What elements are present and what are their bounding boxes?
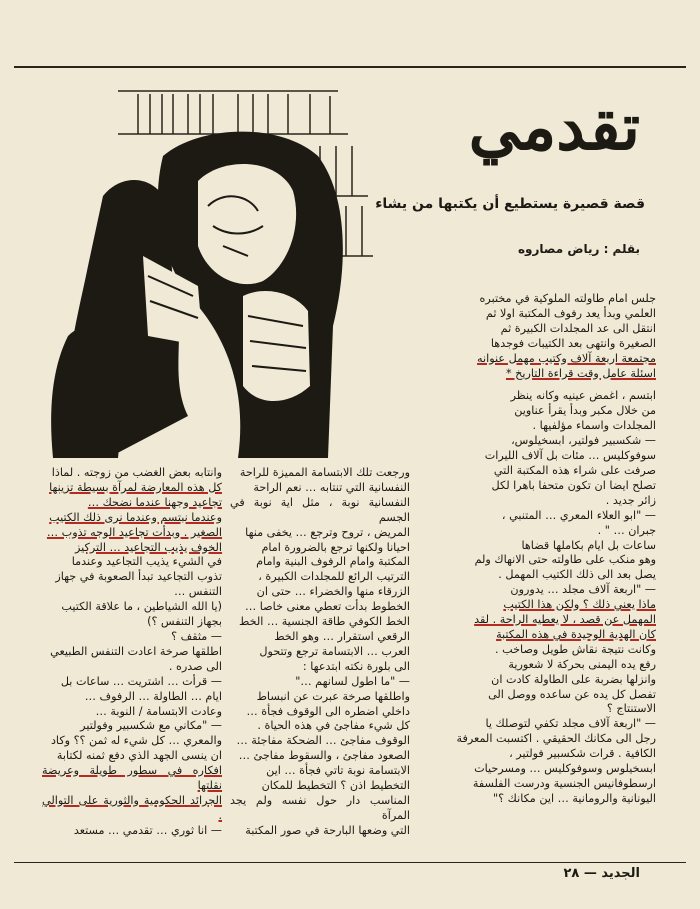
text-line: المريض ، تروح وترجع … يخفى منها [245,525,410,539]
text-line: — "ما اطول لسانهم …" [295,674,410,688]
text-line: رفع يده اليمنى بحركة لا شعورية [508,657,656,671]
text-line: المكتبة وامام الرفوف البنية وامام [256,555,410,569]
text-line: — قرأت … اشتريت … ساعات بل [60,674,222,688]
text-line: وهو منكب على طاولته حتى الانهاك ولم [474,553,656,567]
text-line: يصل بعد الى ذلك الكتيب المهمل . [498,568,656,582]
text-line: تصلح ايضا ان تكون متحفا باهرا لكل [491,478,656,492]
text-line: الصغيرة وانتهى بعد الكتيبات فوجدها [490,336,656,350]
story-title: تقدمي [468,90,640,165]
top-rule [14,66,686,68]
text-line: سوفوكليس … مئات بل آلاف الليرات [484,449,656,463]
text-line: اليونانية والرومانية … اين مكانك ؟" [493,791,656,805]
text-line: ابسخيلوس وسوفوكليس … ومسرحيات [474,762,656,776]
text-line: احيانا ولكنها ترجع بالضرورة امام [261,540,410,554]
page-number: ٢٨ [563,866,580,881]
text-line: الجرائد الحكومية والثورية على التوالي . [42,793,222,822]
text-line: ساعات بل ايام بكاملها قضاها [521,538,656,552]
text-line: الى بلورة نكته ابتدعها : [302,659,410,673]
text-line: الصغير . وبدأت تجاعيد الوجه تذوب … [46,525,222,539]
text-line: — "اربعة آلاف مجلد … يدورون [510,583,656,597]
text-line: ارسطوفانيس الجنسية ودرست الفلسفة [472,777,656,790]
text-line: الخط الكوفي طاقة الجنسية … الخط [239,615,410,629]
text-line: افكاره في سطور طويلة وعريضة نقلتها [42,764,222,793]
text-line: جبران … " . [597,523,656,537]
text-line: — "ابو العلاء المعري … المتنبي ، [501,508,656,522]
text-line: في الشيء يذيب التجاعيد وعندما [71,555,222,569]
text-line: — مثقف ؟ [171,629,222,643]
text-line: تفصل كل يده عن ساعده ووصل الى [488,687,656,701]
text-line: المناسب دار حول نفسه ولم يجد المرآة [230,793,410,822]
text-line: التي وضعها البارحة في صور المكتبة [245,823,410,837]
text-line: — "اربعة آلاف مجلد تكفي لتوصلك يا [485,717,656,731]
text-line [420,381,656,389]
text-line: وانزلها بضربة على الطاولة كادت ان [491,672,656,686]
text-line: زائر جديد . [605,493,656,507]
text-line: ان ينسى الجهد الذي دفع ثمنه لكتابة [56,749,222,763]
text-line: والمعري … كل شيء له ثمن ؟؟ وكاد [50,734,222,748]
illustration-signature: عبد البعلا [88,436,126,447]
story-illustration [48,86,378,460]
text-line: — انا ثوري … تقدمي … مستعد [73,823,222,837]
text-line: واطلقها صرخة عبرت عن انبساط [256,689,410,703]
text-line: جلس امام طاولته الملوكية في مختبره [479,292,656,305]
text-line: الخوف يذيب التجاعيد … التركيز [75,540,222,554]
column-left [42,466,222,839]
text-line: الكافية . قرات شكسبير فولتير ، [509,747,656,761]
text-line: انتقل الى عد المجلدات الكبيرة ثم [500,321,656,335]
text-line: المهمل عن قصد ، لا يعطيه الراحة . لقد [474,613,656,627]
text-line: بجهاز التنفس ؟) [147,615,222,629]
text-line: صرفت على شراء هذه المكتبة التي [493,463,656,477]
text-line: وعندما نبتسم وعندما نرى ذلك الكتيب [49,510,222,524]
text-line: النفسانية نوبة ، مثل اية نوبة في الجسم [230,495,410,524]
column-middle [230,466,410,839]
text-line: — شكسبير فولتير، ابسخيلوس، [511,434,656,448]
text-line: وكانت نتيجة نقاش طويل وصاخب . [495,642,656,656]
text-line: كل هذه المعارضة لمرآة بسيطة تزينها [49,480,222,494]
text-line: ايام … الطاولة … الرفوف … [84,689,222,703]
text-line: التنفس … [174,585,222,599]
text-line: كل شيء مفاجئ في هذه الحياة . [257,719,410,733]
story-subtitle: قصة قصيرة يستطيع أن يكتبها من يشاء [375,196,645,212]
text-line: رجل الى مكانك الحقيقي . اكتسبت المعرفة [456,732,656,746]
text-line: كان الهدية الوحيدة في هذه المكتبة [496,627,656,641]
text-line: — "مكاني مع شكسبير وفولتير [80,719,222,733]
text-line: الاستنتاج ؟ [606,702,656,716]
text-line: الرقعي استقرار … وهو الخط [274,629,410,643]
text-line: (يا الله الشياطين ، ما علاقة الكتيب [61,600,222,614]
text-line: الترتيب الرائع للمجلدات الكبيرة ، [258,570,410,584]
author-byline: بقلم : رياض مصاروه [517,242,640,256]
text-line: الخطوط بدأت تعطي معنى خاصا … [245,600,410,614]
text-line: التخطيط اذن ؟ التخطيط للمكان [261,779,410,793]
text-line: الابتسامة نوبة تاتي فجأة … اين [266,764,410,778]
text-line: تجاعيد وجهنا عندما نضحك … [87,495,222,509]
text-line: اطلقها صرخة اعادت التنفس الطبيعي [50,644,222,658]
text-line: الوقوف مفاجئ … الضحكة مفاجئة … [236,734,410,748]
text-line: ورجعت تلك الابتسامة المميزة للراحة [239,466,410,479]
text-line: وعادت الابتسامة / النوبة … [95,704,222,718]
bottom-rule [14,862,686,863]
text-line: اسئلة عامل وقت قراءة التاريخ * [505,366,656,380]
text-line: من خلال مكبر وبدأ يقرأ عناوين [514,404,656,418]
text-line: وانتابه بعض الغضب من زوجته . لماذا [51,466,222,479]
text-line: المجلدات واسماء مؤلفيها . [532,419,656,433]
text-line: مجتمعة اربعة آلاف وكتيب مهمل عنوانه [477,351,656,365]
text-line: الصعود مفاجئ ، والسقوط مفاجئ … [238,749,410,763]
text-line: ابتسم ، اغمض عينيه وكانه ينظر [510,389,656,403]
text-line: داخلي اضطره الى الوقوف فجأة … [246,704,410,718]
text-line: النفسانية التي تنتابه … نعم الراحة [253,480,410,494]
text-line: العلمي وبدأ يعد رفوف المكتبة اولا ثم [485,306,656,320]
text-line: ماذا يعني ذلك ؟ ولكن هذا الكتيب [503,598,656,612]
text-line: الى صدره . [168,659,222,673]
column-right [420,292,656,807]
text-line: العرب … الابتسامة ترجع وتتحول [259,644,410,658]
magazine-name: الجديد [601,866,640,881]
text-line: الزرقاء منها والخضراء … حتى ان [256,585,410,599]
page-footer: الجديد — ٢٨ [563,866,640,881]
text-line: تذوب التجاعيد تبدأ الصعوبة في جهاز [55,570,222,584]
